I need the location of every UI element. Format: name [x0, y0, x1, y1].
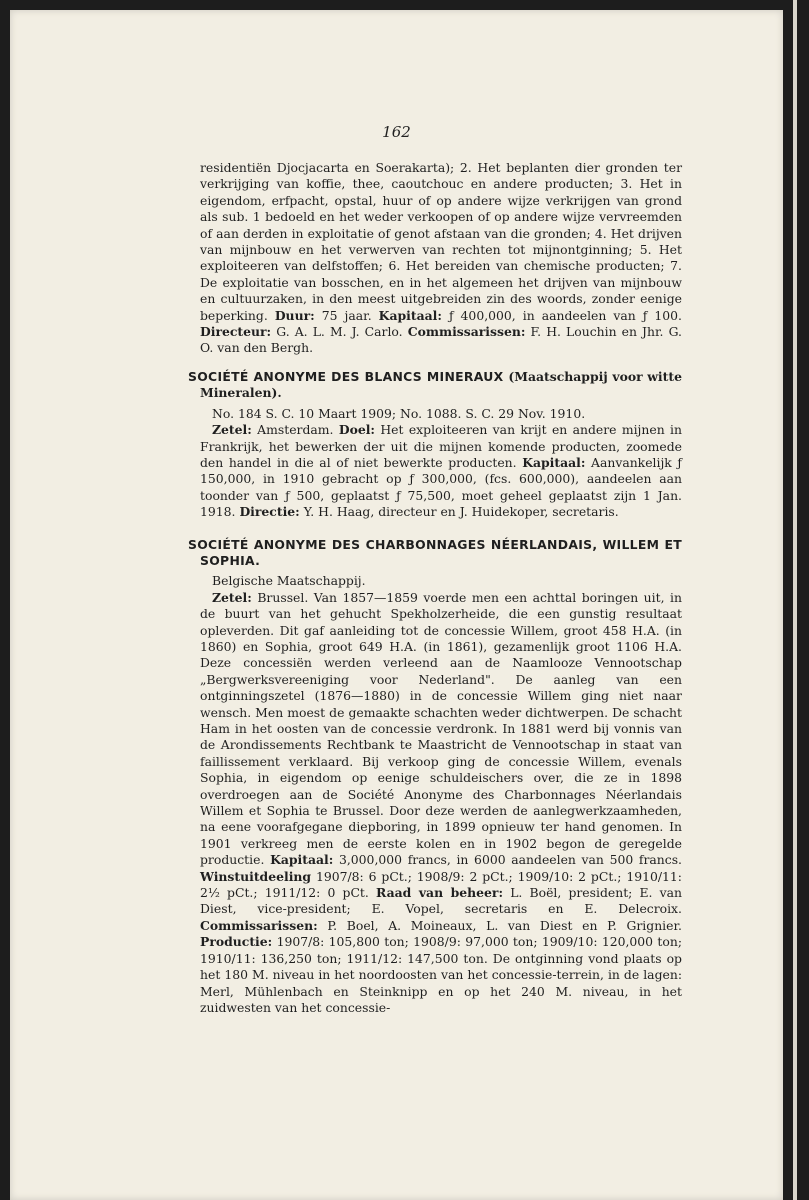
section2-body: Zetel: Brussel. Van 1857—1859 voerde men een achttal boringen uit, in de buurt van het gehucht Spekholzerheide, die een gunstig resultaat opleverden. Dit gaf aanleiding tot de concessie Willem, groot 458 H.A. (in 1860) en Sophia, groot 649 H.A. (in 1861), gezamenlijk groot 1106 H.A. Deze concessiën werden verleend aan de Naamlooze Vennootschap „Bergwerksvereeniging voor Nederland". De aanleg van een ontginningszetel (1876—1880) in de concessie Willem ging niet naar wensch. Men moest de gemaakte schachten weder dichtwerpen. De schacht Ham in het oosten van de concessie verdronk. In 1881 werd bij vonnis van de Arondissements Rechtbank te Maastricht de Vennootschap in staat van faillissement verklaard. Bij verkoop ging de concessie Willem, evenals Sophia, in eigendom op eenige schuldeischers over, die ze in 1898 overdroegen aan de Société Anonyme des Charbonnages Néerlandais Willem et Sophia te Brussel. Door deze werden de aanlegwerkzaamheden, na eene voorafgegane diepboring, in 1899 opnieuw ter hand genomen. In 1901 verkreeg men de eerste kolen en in 1902 begon de geregelde productie. Kapitaal: 3,000,000 francs, in 6000 aandeelen van 500 francs. Winstuitdeeling 1907/8: 6 pCt.; 1908/9: 2 pCt.; 1909/10: 2 pCt.; 1910/11: 2½ pCt.; 1911/12: 0 pCt. Raad van beheer: L. Boël, president; E. van Diest, vice-president; E. Vopel, secretaris en E. Delecroix. Commissarissen: P. Boel, A. Moineaux, L. van Diest en P. Grignier. Productie: 1907/8: 105,800 ton; 1908/9: 97,000 ton; 1909/10: 120,000 ton; 1910/11: 136,250 ton; 1911/12: 147,500 ton. De ontginning vond plaats op het 180 M. niveau in het noordoosten van het concessie-terrein, in de lagen: Merl, Mühlenbach en Steinknipp en op het 240 M. niveau, in het zuidwesten van het concessie-	[200, 589, 682, 1015]
registration-line: No. 184 S. C. 10 Maart 1909; No. 1088. S. C. 29 Nov. 1910.	[212, 405, 586, 421]
intro-paragraph: residentiën Djocjacarta en Soerakarta); 2. Het beplanten dier gronden ter verkrijging van koffie, thee, caoutchouc en andere producten; 3. Het in eigendom, erfpacht, opstal, huur of op andere wijze verkrijgen van grond als sub. 1 bedoeld en het weder verkoopen of op andere wijze vervreemden of aan derden in exploitatie of genot afstaan van die gronden; 4. Het drijven van mijnbouw en het verwerven van rechten tot mijnontginning; 5. Het exploiteeren van delfstoffen; 6. Het bereiden van chemische producten; 7. De exploitatie van bosschen, en in het algemeen het drijven van mijnbouw en cultuurzaken, in den meest uitgebreiden zin des woords, zonder eenige beperking. Duur: 75 jaar. Kapitaal: ƒ 400,000, in aandeelen van ƒ 100. Directeur: G. A. L. M. J. Carlo. Commissarissen: F. H. Louchin en Jhr. G. O. van den Bergh.	[200, 160, 682, 356]
section-heading-charbonnages: SOCIÉTÉ ANONYME DES CHARBONNAGES NÉERLANDAIS, WILLEM ET SOPHIA.	[188, 536, 682, 568]
book-page	[10, 10, 783, 1200]
page-edge-strip	[793, 0, 797, 1200]
section-heading-blancs-mineraux: SOCIÉTÉ ANONYME DES BLANCS MINERAUX (Maatschappij voor witte Mineralen).	[188, 368, 682, 401]
section2-subtitle: Belgische Maatschappij.	[212, 573, 366, 589]
section1-body: Zetel: Amsterdam. Doel: Het exploiteeren van krijt en andere mijnen in Frankrijk, het bewerken der uit die mijnen komende producten, zoomede den handel in die al of niet bewerkte producten. Kapitaal: Aanvankelijk ƒ 150,000, in 1910 gebracht op ƒ 300,000, (fcs. 600,000), aandeelen aan toonder van ƒ 500, geplaatst ƒ 75,500, moet geheel geplaatst zijn 1 Jan. 1918. Directie: Y. H. Haag, directeur en J. Huidekoper, secretaris.	[200, 422, 682, 520]
page-text	[188, 160, 682, 1016]
scan-edge	[785, 0, 809, 1200]
page-number: 162	[382, 123, 411, 141]
